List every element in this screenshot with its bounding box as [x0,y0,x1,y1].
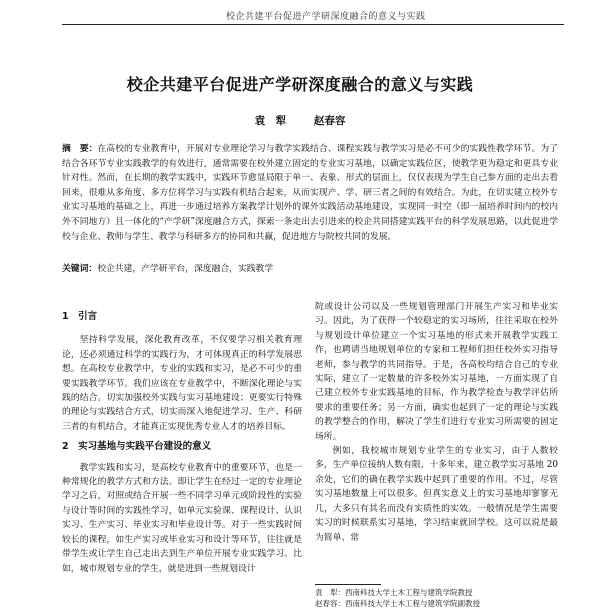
abstract [62,142,558,244]
author-name: 赵春容 [313,115,346,127]
paper-title: 校企共建平台促进产学研深度融合的意义与实践 [126,75,474,94]
footnote-line: 赵春容：西南科技大学土木工程与建筑学院副教授 [315,598,480,608]
body-paragraph: 教学实践和实习，是高校专业教育中的重要环节，也是一种常规化的教学方式和方法。即让学生在经过一定的专业理论学习之后，对照或结合开展一些不同学习单元或阶段性的实验与设计等时间的实践性学习，如单元实验课、课程设计、认识实习、生产实习、毕业实习和毕业设计等。对于一些实践时间较长的课程，如生产实习或毕业实习和设计等环节，往往就是带学生或让学生自己走出去到生产单位开展专业实践学习。比如，城市规划专业的学生，就是进到一些规划设计 [62,462,302,574]
keywords [62,262,558,277]
body-paragraph: 例如，我校城市规划专业学生的专业实习，由于人数较多，生产单位接纳人数有限，十多年来，建立教学实习基地 20 余处，它们的确在教学实践中起到了重要的作用。不过，尽管实习基地数量上可以很多。但真实意义上的实习基地却寥寥无几，大多只有其名而没有实质性的实效。一般情况是学生需要实习的时候联系实习基地，学习结束就回学校。这可以说是最为简单、常 [315,446,558,543]
author-name: 袁 犁 [254,115,287,127]
keywords-label: 关键词： [62,264,98,274]
left-column [62,310,302,576]
keywords-text: 校企共建，产学研平台，深度融合，实践教学 [97,264,274,274]
author-footnote [315,588,558,609]
body-paragraph: 坚持科学发展，深化教育改革，不仅要学习相关教育理论，还必须通过科学的实践行为，才可体现真正的科学发展思想。在高校专业教学中，专业的实践和实习，是必不可少的重要实践教学环节。我们应该在专业教学中，不断深化理论与实践的结合。切实加强校外实践与实习基地建设；更要实行特殊的理论与实践结合方式，切实而深入地促进学习、生产、科研三者的有机结合，才能真正实现优秀专业人才的培养目标。 [62,335,302,432]
right-column [315,300,558,545]
section-heading-significance: 2 实习基地与实践平台建设的意义 [62,441,212,453]
footnote-line: 袁 犁：西南科技大学土木工程与建筑学院教授 [315,588,473,597]
running-head: 校企共建平台促进产学研深度融合的意义与实践 [226,12,426,22]
body-paragraph: 院或设计公司以及一些规划管理部门开展生产实习和毕业实习。因此，为了获得一个较稳定的实习场所，往往采取在校外与规划设计单位建立一个实习基地的形式来开展教学实践工作，也聘请当地规划单位的专家和工程师们担任校外实习指导老师，参与教学的共同指导。于是，各高校均结合自己的专业实际，建立了一定数量的许多校外实习基地，一方面实现了自己建立校外专业实践基地的目标，作为教学检查与教学评估所要求的重要任务；另一方面，确实也起到了一定的理论与实践的教学整合的作用，解决了学生们进行专业实习所需要的固定场所。 [315,302,558,442]
abstract-label: 摘 要： [62,144,98,154]
section-heading-introduction: 1 引言 [62,311,98,322]
author-line [0,113,600,128]
header-rule [62,24,564,25]
footnote-rule [315,584,381,585]
abstract-text: 在高校的专业教育中，开展对专业理论学习与教学实践结合、课程实践与教学实习是必不可少的实践性教学环节。为了结合各环节专业实践教学的有效进行，通常需要在校外建立固定的专业实习基地，以确定实践位区，使教学更为稳定和更具专业针对性。然而，在长期的教学实践中，实践环节愈显局限于单一、表象、形式的层面上，仅仅表现为学生自己参方面的走出去看回来，很难从多角度、多方位将学习与实践有机结合起来，从而实现产、学、研三者之间的有效结合。为此，在切实建立校外专业实习基地的基础之上，再进一步通过培养方案教学计划外的课外实践活动基地建设，实现同一时空（即一届培养时间内的校内外不同地方）且一体化的“产学研”深度融合方式，探索一条走出去引进来的校企共同搭建实践平台的科学发展思路，以此促进学校与企业、教师与学生、教学与科研多方的协同和共赢，促进地方与院校共同的发展。 [62,144,558,242]
